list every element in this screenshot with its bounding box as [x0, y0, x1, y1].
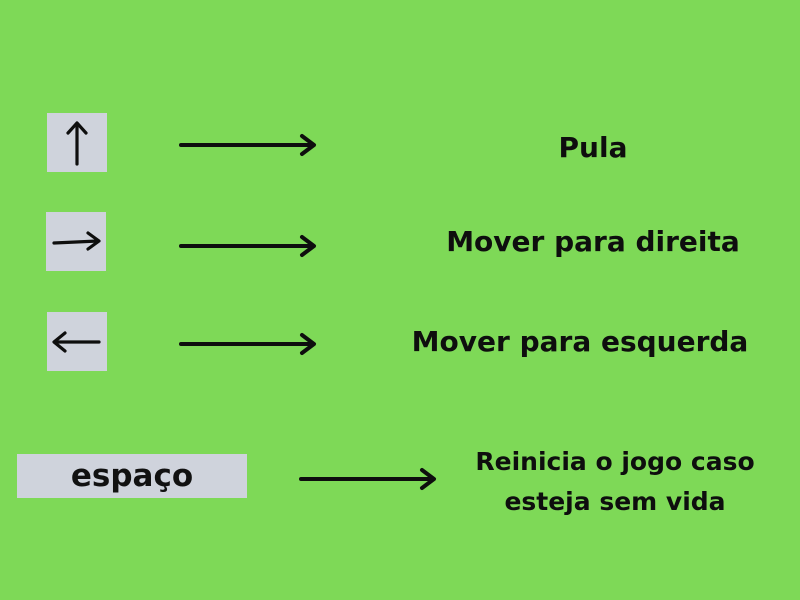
description-restart-line-1: Reinicia o jogo caso	[475, 447, 755, 476]
description-restart-line-2: esteja sem vida	[504, 487, 726, 516]
key-right	[46, 212, 106, 271]
description-move-left: Mover para esquerda	[411, 325, 749, 358]
connector-arrow-icon	[178, 330, 320, 358]
connector-arrow-icon	[298, 465, 440, 493]
key-space	[17, 454, 247, 498]
key-left	[47, 312, 107, 371]
connector-arrow-icon	[178, 232, 320, 260]
arrow-up-icon	[62, 118, 92, 168]
key-up	[47, 113, 107, 172]
arrow-right-icon	[48, 227, 104, 257]
description-jump: Pula	[558, 131, 628, 164]
arrow-left-icon	[49, 327, 105, 357]
description-move-right: Mover para direita	[446, 225, 740, 258]
description-restart	[460, 442, 770, 522]
space-key-label: espaço	[70, 457, 194, 494]
connector-arrow-icon	[178, 131, 320, 159]
